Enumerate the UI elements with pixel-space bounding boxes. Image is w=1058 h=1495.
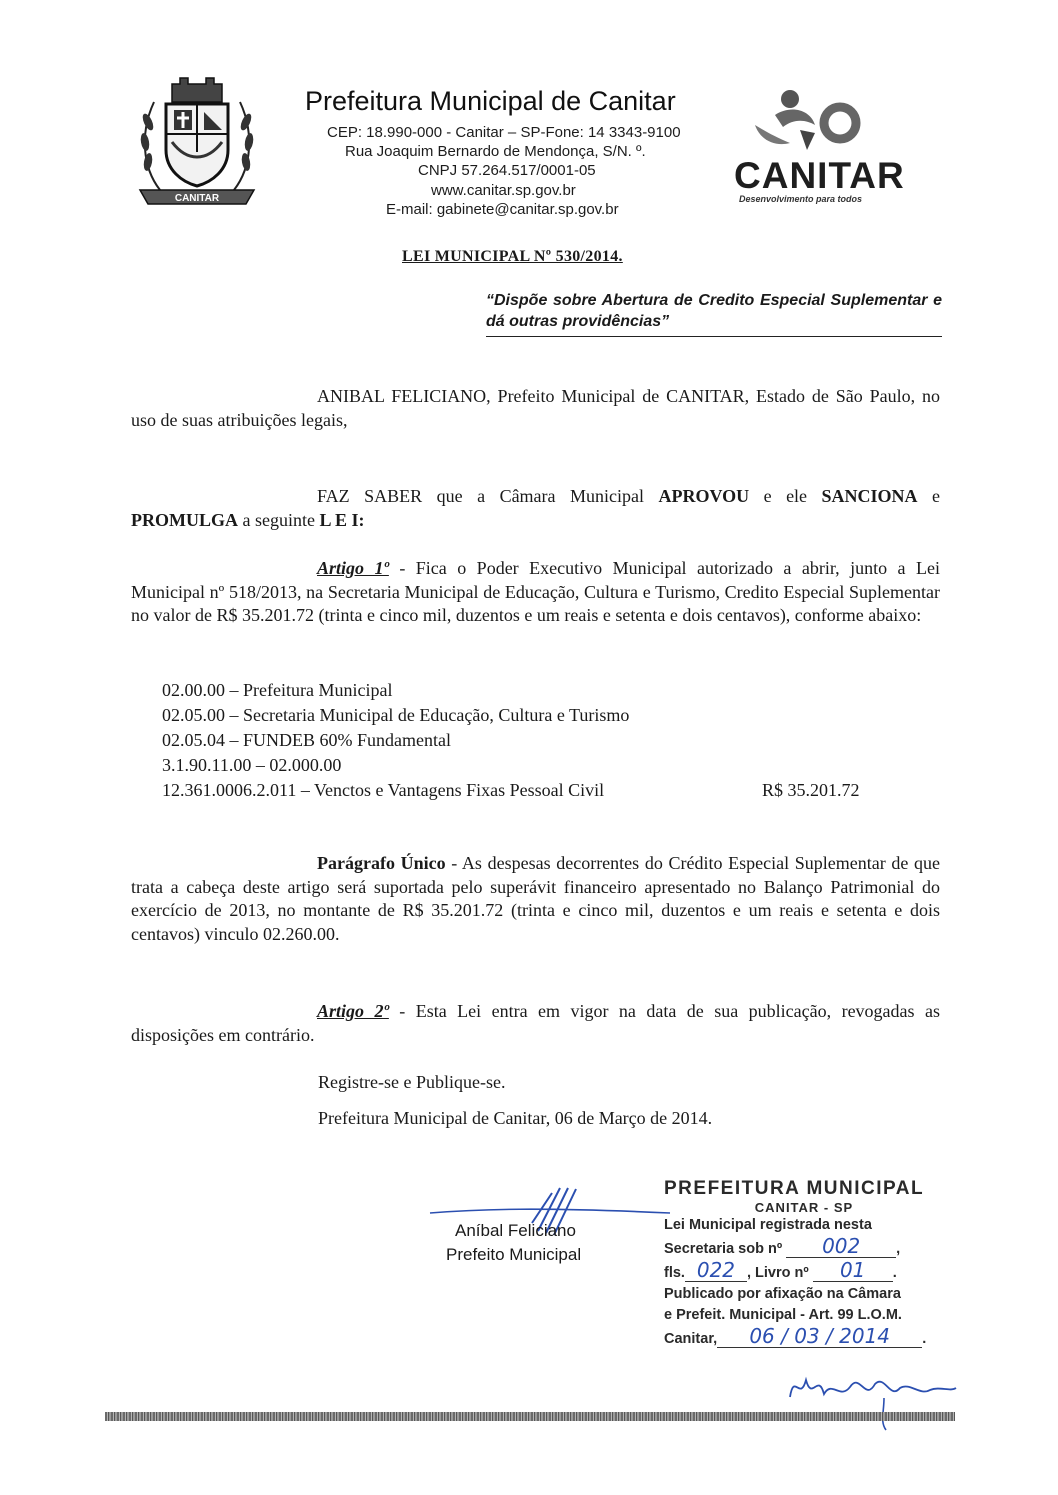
allocation-text: 02.05.04 – FUNDEB 60% Fundamental — [162, 730, 451, 750]
stamp-title: PREFEITURA MUNICIPAL — [664, 1178, 925, 1199]
stamp-folio-label: fls. — [664, 1265, 685, 1281]
intro-paragraph: ANIBAL FELICIANO, Prefeito Municipal de CANITAR, Estado de São Paulo, no uso de suas atribuições legais, — [131, 386, 940, 430]
paragrafo-label: Parágrafo Único — [317, 853, 446, 873]
law-ementa: “Dispõe sobre Abertura de Credito Especial Suplementar e dá outras providências” — [486, 290, 942, 337]
stamp-article-text: e Prefeit. Municipal - Art. 99 L.O.M. — [664, 1307, 902, 1323]
artigo2-label: Artigo 2º — [317, 1001, 389, 1021]
date-line: Prefeitura Municipal de Canitar, 06 de Março de 2014. — [318, 1108, 713, 1128]
logo-slogan: Desenvolvimento para todos — [739, 194, 863, 204]
artigo1-paragraph — [131, 557, 940, 628]
scan-edge-bar — [105, 1412, 955, 1421]
svg-text:CANITAR: CANITAR — [174, 193, 220, 204]
stamp-date-handwritten: 06 / 03 / 2014 — [717, 1326, 922, 1348]
stamp-date-label: Canitar, — [664, 1331, 718, 1347]
faz-saber-text-3: e — [917, 486, 941, 506]
stamp-folio-handwritten: 022 — [685, 1260, 747, 1282]
signatory-name: Aníbal Feliciano — [455, 1221, 576, 1240]
header-title: Prefeitura Municipal de Canitar — [305, 86, 676, 116]
artigo2-text: - Esta Lei entra em vigor na data de sua publicação, revogadas as disposições em contrário. — [131, 1001, 940, 1045]
stamp-published-text: Publicado por afixação na Câmara — [664, 1286, 901, 1302]
allocation-text: 02.05.00 – Secretaria Municipal de Educação, Cultura e Turismo — [162, 705, 630, 725]
faz-saber-paragraph — [131, 485, 940, 532]
municipal-crest-icon — [132, 72, 262, 207]
stamp-number-handwritten: 002 — [786, 1236, 896, 1258]
stamp-signature-icon — [780, 1362, 960, 1432]
faz-saber-text-2: e ele — [749, 486, 822, 506]
allocation-value: R$ 35.201.72 — [762, 780, 860, 800]
signatory-role: Prefeito Municipal — [446, 1245, 582, 1264]
allocation-text: 02.00.00 – Prefeitura Municipal — [162, 680, 393, 700]
header-address: Rua Joaquim Bernardo de Mendonça, S/N. º. — [345, 143, 646, 160]
registre-line: Registre-se e Publique-se. — [318, 1072, 506, 1092]
allocation-row — [162, 728, 629, 753]
promulga-text: PROMULGA — [131, 509, 238, 530]
paragrafo-text: - As despesas decorrentes do Crédito Especial Suplementar de que trata a cabeça deste artigo será suportada pelo superávit financeiro apresentado no Balanço Patrimonial do exercício de 2013, no montante de R$ 35.201.72 (trinta e cinco mil, duzentos e um reais e setenta e dois centavos) vinculo 02.260.00. — [131, 853, 940, 944]
header-email[interactable]: E-mail: gabinete@canitar.sp.gov.br — [386, 201, 619, 218]
header-cep-phone: CEP: 18.990-000 - Canitar – SP-Fone: 14 3343-9100 — [327, 124, 681, 141]
stamp-city: CANITAR - SP — [754, 1200, 854, 1215]
faz-saber-text-1: FAZ SABER que a Câmara Municipal — [317, 486, 659, 506]
allocation-list — [162, 678, 860, 803]
law-title: LEI MUNICIPAL Nº 530/2014. — [402, 248, 623, 265]
artigo1-label: Artigo 1º — [317, 558, 389, 578]
sanciona-text: SANCIONA — [821, 486, 918, 506]
aprovou-text: APROVOU — [658, 486, 750, 506]
allocation-row — [162, 703, 629, 728]
lei-text: L E I: — [319, 509, 365, 530]
header-website[interactable]: www.canitar.sp.gov.br — [431, 182, 576, 199]
artigo2-paragraph — [131, 1000, 940, 1047]
faz-saber-text-4: a seguinte — [238, 509, 320, 530]
stamp-folio-line: fls. 022 , Livro nº 01 . — [664, 1258, 897, 1282]
header-cnpj: CNPJ 57.264.517/0001-05 — [418, 162, 596, 179]
paragrafo-unico — [131, 852, 940, 946]
stamp-date-line: Canitar, 06 / 03 / 2014 . — [664, 1324, 927, 1348]
stamp-book-label: , Livro nº — [746, 1265, 809, 1281]
stamp-number-line: Secretaria sob nº 002 , — [664, 1234, 901, 1258]
registration-stamp — [664, 1178, 964, 1350]
logo-wordmark: CANITAR — [734, 155, 905, 196]
allocation-text: 12.361.0006.2.011 – Venctos e Vantagens Fixas Pessoal Civil — [162, 780, 605, 800]
allocation-row — [162, 753, 629, 778]
allocation-row — [162, 678, 629, 703]
stamp-book-handwritten: 01 — [813, 1260, 893, 1282]
artigo1-text: - Fica o Poder Executivo Municipal autorizado a abrir, junto a Lei Municipal nº 518/2013, na Secretaria Municipal de Educação, Cultura e Turismo, Credito Especial Suplementar no valor de R$ 35.201.72 (trinta e cinco mil, duzentos e um reais e setenta e dois centavos), conforme abaixo: — [131, 558, 940, 625]
stamp-number-label: Secretaria sob nº — [664, 1241, 783, 1257]
allocation-text: 3.1.90.11.00 – 02.000.00 — [162, 755, 342, 775]
stamp-registered-text: Lei Municipal registrada nesta — [664, 1217, 872, 1233]
allocation-row — [162, 778, 860, 803]
